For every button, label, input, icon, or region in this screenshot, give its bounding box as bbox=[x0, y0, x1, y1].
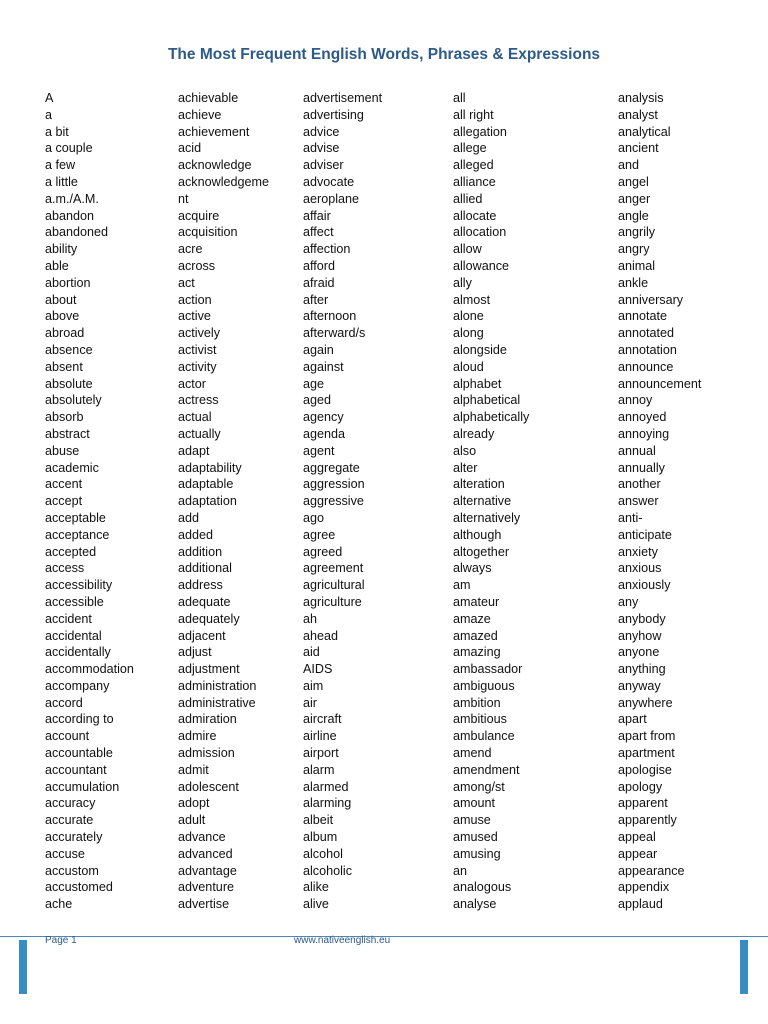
word-item: actor bbox=[178, 376, 206, 391]
word-item: angry bbox=[618, 242, 650, 257]
word-item: am bbox=[453, 578, 471, 593]
word-item: alternatively bbox=[453, 510, 521, 525]
word-item: ability bbox=[45, 242, 78, 257]
word-item: administrative bbox=[178, 695, 256, 710]
word-item: access bbox=[45, 561, 85, 576]
word-item: accessible bbox=[45, 594, 104, 609]
word-item: ambition bbox=[453, 695, 501, 710]
word-item: afford bbox=[303, 258, 335, 273]
word-item: and bbox=[618, 158, 640, 173]
word-item: a few bbox=[45, 158, 76, 173]
word-item: already bbox=[453, 426, 495, 441]
word-item: anticipate bbox=[618, 527, 672, 542]
word-item: air bbox=[303, 695, 317, 710]
word-item: aim bbox=[303, 678, 324, 693]
word-item: accumulation bbox=[45, 779, 120, 794]
word-item: affection bbox=[303, 242, 351, 257]
word-item: aid bbox=[303, 645, 320, 660]
word-item: advise bbox=[303, 141, 340, 156]
word-item: alter bbox=[453, 460, 478, 475]
word-item: accurate bbox=[45, 813, 94, 828]
word-item: adolescent bbox=[178, 779, 239, 794]
word-item: advertise bbox=[178, 897, 230, 912]
word-item: anyway bbox=[618, 678, 661, 693]
word-item: administration bbox=[178, 678, 257, 693]
word-item: adequate bbox=[178, 594, 231, 609]
word-item: actual bbox=[178, 410, 212, 425]
word-item: appeal bbox=[618, 830, 656, 845]
word-column-5 bbox=[618, 90, 701, 913]
word-item: ambitious bbox=[453, 712, 507, 727]
word-item: ahead bbox=[303, 628, 339, 643]
word-item: angrily bbox=[618, 225, 656, 240]
word-item: afternoon bbox=[303, 309, 357, 324]
word-item: about bbox=[45, 292, 77, 307]
word-item: appearance bbox=[618, 863, 685, 878]
word-item: achievable bbox=[178, 91, 239, 105]
word-item: accustom bbox=[45, 863, 99, 878]
word-item: airport bbox=[303, 746, 339, 761]
word-item: advance bbox=[178, 830, 226, 845]
word-item: agreed bbox=[303, 544, 343, 559]
word-item: ambassador bbox=[453, 662, 523, 677]
word-item: album bbox=[303, 830, 338, 845]
word-item: acquisition bbox=[178, 225, 238, 240]
word-item: AIDS bbox=[303, 662, 333, 677]
word-item: all right bbox=[453, 107, 494, 122]
word-item: accustomed bbox=[45, 880, 113, 895]
word-item: amaze bbox=[453, 611, 491, 626]
word-item: agenda bbox=[303, 426, 346, 441]
word-item: accidental bbox=[45, 628, 102, 643]
word-item: alike bbox=[303, 880, 329, 895]
word-item: amuse bbox=[453, 813, 491, 828]
word-item: another bbox=[618, 477, 661, 492]
word-item: any bbox=[618, 594, 639, 609]
word-item: actively bbox=[178, 326, 220, 341]
word-item: amend bbox=[453, 746, 492, 761]
word-item: account bbox=[45, 729, 90, 744]
word-item: A bbox=[45, 91, 54, 105]
word-item: advocate bbox=[303, 174, 355, 189]
word-item: anniversary bbox=[618, 292, 684, 307]
word-item: alphabetically bbox=[453, 410, 530, 425]
word-item: accountant bbox=[45, 762, 107, 777]
word-item: absolutely bbox=[45, 393, 102, 408]
word-item: absence bbox=[45, 342, 93, 357]
word-item: able bbox=[45, 258, 69, 273]
word-item: analyst bbox=[618, 107, 658, 122]
word-item: abroad bbox=[45, 326, 85, 341]
word-item: amazed bbox=[453, 628, 498, 643]
word-item: anxious bbox=[618, 561, 662, 576]
word-item: alarm bbox=[303, 762, 335, 777]
word-item: adapt bbox=[178, 443, 210, 458]
word-item: ago bbox=[303, 510, 325, 525]
word-item: after bbox=[303, 292, 329, 307]
word-item: added bbox=[178, 527, 214, 542]
word-item: accent bbox=[45, 477, 83, 492]
word-item: agency bbox=[303, 410, 344, 425]
word-item: applaud bbox=[618, 897, 663, 912]
word-item: aged bbox=[303, 393, 332, 408]
word-item: allied bbox=[453, 191, 483, 206]
word-item: alleged bbox=[453, 158, 494, 173]
word-item: acre bbox=[178, 242, 203, 257]
word-item: adequately bbox=[178, 611, 240, 626]
word-item: animal bbox=[618, 258, 656, 273]
word-item: amusing bbox=[453, 846, 501, 861]
word-item: anyhow bbox=[618, 628, 662, 643]
word-item: aeroplane bbox=[303, 191, 360, 206]
word-item: addition bbox=[178, 544, 223, 559]
word-item: although bbox=[453, 527, 502, 542]
word-item: affect bbox=[303, 225, 334, 240]
word-item: add bbox=[178, 510, 200, 525]
word-item: analytical bbox=[618, 124, 671, 139]
word-item: acknowledge bbox=[178, 158, 252, 173]
word-item: advanced bbox=[178, 846, 233, 861]
word-item: analyse bbox=[453, 897, 497, 912]
word-item: adjustment bbox=[178, 662, 240, 677]
word-item: a bbox=[45, 107, 53, 122]
page-number: Page 1 bbox=[45, 935, 77, 946]
word-item: adjust bbox=[178, 645, 212, 660]
word-item: alcoholic bbox=[303, 863, 353, 878]
word-item: agree bbox=[303, 527, 336, 542]
word-item: almost bbox=[453, 292, 491, 307]
word-item: annoy bbox=[618, 393, 653, 408]
word-item: adopt bbox=[178, 796, 210, 811]
word-item: anybody bbox=[618, 611, 666, 626]
word-item: afraid bbox=[303, 275, 335, 290]
word-item: affair bbox=[303, 208, 331, 223]
word-item: accept bbox=[45, 494, 83, 509]
word-column-1 bbox=[45, 90, 134, 913]
word-item: angle bbox=[618, 208, 649, 223]
word-item: acquire bbox=[178, 208, 220, 223]
word-item: agriculture bbox=[303, 594, 362, 609]
word-item: admire bbox=[178, 729, 217, 744]
word-item: abortion bbox=[45, 275, 91, 290]
word-item: active bbox=[178, 309, 211, 324]
word-item: accountable bbox=[45, 746, 113, 761]
word-column-2 bbox=[178, 90, 269, 913]
word-item: accuse bbox=[45, 846, 85, 861]
word-item: anxiously bbox=[618, 578, 671, 593]
word-item: annually bbox=[618, 460, 665, 475]
word-item: annoyed bbox=[618, 410, 667, 425]
word-item: abandon bbox=[45, 208, 95, 223]
word-item: adaptability bbox=[178, 460, 242, 475]
word-item: ancient bbox=[618, 141, 659, 156]
word-item: alphabetical bbox=[453, 393, 521, 408]
word-item: apart bbox=[618, 712, 647, 727]
word-item: along bbox=[453, 326, 484, 341]
word-item: academic bbox=[45, 460, 99, 475]
word-item: advice bbox=[303, 124, 340, 139]
word-item: ah bbox=[303, 611, 318, 626]
word-item: analogous bbox=[453, 880, 512, 895]
word-item: adult bbox=[178, 813, 206, 828]
word-item: alcohol bbox=[303, 846, 343, 861]
page-title: The Most Frequent English Words, Phrases & Expressions bbox=[167, 46, 601, 63]
word-item: apparently bbox=[618, 813, 677, 828]
word-item: alliance bbox=[453, 174, 496, 189]
word-item: absent bbox=[45, 359, 83, 374]
word-item: actress bbox=[178, 393, 219, 408]
word-item: achieve bbox=[178, 107, 222, 122]
word-item: absolute bbox=[45, 376, 93, 391]
word-item: additional bbox=[178, 561, 232, 576]
word-item: annotate bbox=[618, 309, 668, 324]
word-item: accompany bbox=[45, 678, 110, 693]
word-column-3 bbox=[303, 90, 382, 913]
word-item: anger bbox=[618, 191, 651, 206]
word-item: an bbox=[453, 863, 468, 878]
word-item: apart from bbox=[618, 729, 676, 744]
word-item: annual bbox=[618, 443, 656, 458]
word-item: acceptance bbox=[45, 527, 110, 542]
word-item: a bit bbox=[45, 124, 69, 139]
word-item: admiration bbox=[178, 712, 237, 727]
footer-left-bar bbox=[19, 940, 27, 994]
word-item: address bbox=[178, 578, 223, 593]
word-item: agricultural bbox=[303, 578, 365, 593]
word-item: aggression bbox=[303, 477, 365, 492]
word-item: advantage bbox=[178, 863, 237, 878]
word-item: accuracy bbox=[45, 796, 96, 811]
word-item: apology bbox=[618, 779, 663, 794]
word-item: annoying bbox=[618, 426, 670, 441]
word-item: apparent bbox=[618, 796, 668, 811]
word-item: alteration bbox=[453, 477, 505, 492]
footer-url: www.nativeenglish.eu bbox=[294, 935, 391, 946]
word-item: absorb bbox=[45, 410, 84, 425]
footer-right-bar bbox=[740, 940, 748, 994]
word-item: nt bbox=[178, 191, 189, 206]
word-item: agreement bbox=[303, 561, 364, 576]
word-item: age bbox=[303, 376, 325, 391]
word-item: apologise bbox=[618, 762, 672, 777]
word-item: anti- bbox=[618, 510, 643, 525]
word-item: across bbox=[178, 258, 216, 273]
word-item: advertising bbox=[303, 107, 364, 122]
word-item: appear bbox=[618, 846, 658, 861]
word-item: anyone bbox=[618, 645, 660, 660]
word-item: accommodation bbox=[45, 662, 134, 677]
word-item: allegation bbox=[453, 124, 507, 139]
word-item: allow bbox=[453, 242, 482, 257]
word-item: alternative bbox=[453, 494, 512, 509]
word-item: aloud bbox=[453, 359, 484, 374]
word-item: admit bbox=[178, 762, 209, 777]
word-item: allowance bbox=[453, 258, 510, 273]
word-item: agent bbox=[303, 443, 335, 458]
word-item: ache bbox=[45, 897, 73, 912]
word-item: activity bbox=[178, 359, 217, 374]
word-item: achievement bbox=[178, 124, 250, 139]
word-item: answer bbox=[618, 494, 659, 509]
word-item: accessibility bbox=[45, 578, 113, 593]
word-item: accidentally bbox=[45, 645, 111, 660]
word-item: adaptable bbox=[178, 477, 234, 492]
word-item: a little bbox=[45, 174, 78, 189]
word-item: apartment bbox=[618, 746, 675, 761]
word-item: anxiety bbox=[618, 544, 658, 559]
word-item: acid bbox=[178, 141, 202, 156]
word-item: anywhere bbox=[618, 695, 673, 710]
word-item: allocate bbox=[453, 208, 497, 223]
word-item: admission bbox=[178, 746, 235, 761]
word-item: aggressive bbox=[303, 494, 364, 509]
word-item: ankle bbox=[618, 275, 649, 290]
word-item: ambiguous bbox=[453, 678, 515, 693]
word-item: adaptation bbox=[178, 494, 237, 509]
word-item: alive bbox=[303, 897, 329, 912]
word-item: anything bbox=[618, 662, 666, 677]
word-item: also bbox=[453, 443, 477, 458]
word-item: aggregate bbox=[303, 460, 360, 475]
word-item: angel bbox=[618, 174, 649, 189]
word-item: among/st bbox=[453, 779, 505, 794]
word-item: acceptable bbox=[45, 510, 106, 525]
word-item: altogether bbox=[453, 544, 510, 559]
word-item: abstract bbox=[45, 426, 90, 441]
word-column-4 bbox=[453, 90, 529, 913]
word-item: allocation bbox=[453, 225, 507, 240]
word-item: ambulance bbox=[453, 729, 515, 744]
word-item: airline bbox=[303, 729, 337, 744]
word-item: allege bbox=[453, 141, 487, 156]
word-item: according to bbox=[45, 712, 114, 727]
word-item: annotated bbox=[618, 326, 675, 341]
word-item: all bbox=[453, 91, 466, 105]
word-item: amused bbox=[453, 830, 498, 845]
word-item: amazing bbox=[453, 645, 501, 660]
word-item: accepted bbox=[45, 544, 97, 559]
word-item: adventure bbox=[178, 880, 235, 895]
word-item: adjacent bbox=[178, 628, 226, 643]
word-item: annotation bbox=[618, 342, 677, 357]
word-item: analysis bbox=[618, 91, 664, 105]
word-item: activist bbox=[178, 342, 217, 357]
word-item: against bbox=[303, 359, 344, 374]
word-item: amount bbox=[453, 796, 496, 811]
word-item: abandoned bbox=[45, 225, 109, 240]
word-item: advertisement bbox=[303, 91, 383, 105]
word-item: a.m./A.M. bbox=[45, 191, 99, 206]
word-item: appendix bbox=[618, 880, 670, 895]
word-item: alarmed bbox=[303, 779, 349, 794]
word-item: announce bbox=[618, 359, 674, 374]
word-item: amendment bbox=[453, 762, 520, 777]
word-item: above bbox=[45, 309, 80, 324]
word-item: abuse bbox=[45, 443, 80, 458]
word-item: ally bbox=[453, 275, 472, 290]
word-item: albeit bbox=[303, 813, 334, 828]
word-item: afterward/s bbox=[303, 326, 366, 341]
word-item: alarming bbox=[303, 796, 352, 811]
word-item: aircraft bbox=[303, 712, 342, 727]
word-item: a couple bbox=[45, 141, 93, 156]
word-item: amateur bbox=[453, 594, 500, 609]
word-item: always bbox=[453, 561, 492, 576]
word-item: announcement bbox=[618, 376, 702, 391]
word-item: accurately bbox=[45, 830, 103, 845]
word-item: alone bbox=[453, 309, 484, 324]
word-item: accord bbox=[45, 695, 83, 710]
word-item: alphabet bbox=[453, 376, 502, 391]
word-item: alongside bbox=[453, 342, 507, 357]
word-item: adviser bbox=[303, 158, 344, 173]
word-item: action bbox=[178, 292, 212, 307]
word-item: actually bbox=[178, 426, 221, 441]
word-item: again bbox=[303, 342, 334, 357]
word-item: act bbox=[178, 275, 195, 290]
word-item: accident bbox=[45, 611, 92, 626]
word-item: acknowledgeme bbox=[178, 174, 270, 189]
